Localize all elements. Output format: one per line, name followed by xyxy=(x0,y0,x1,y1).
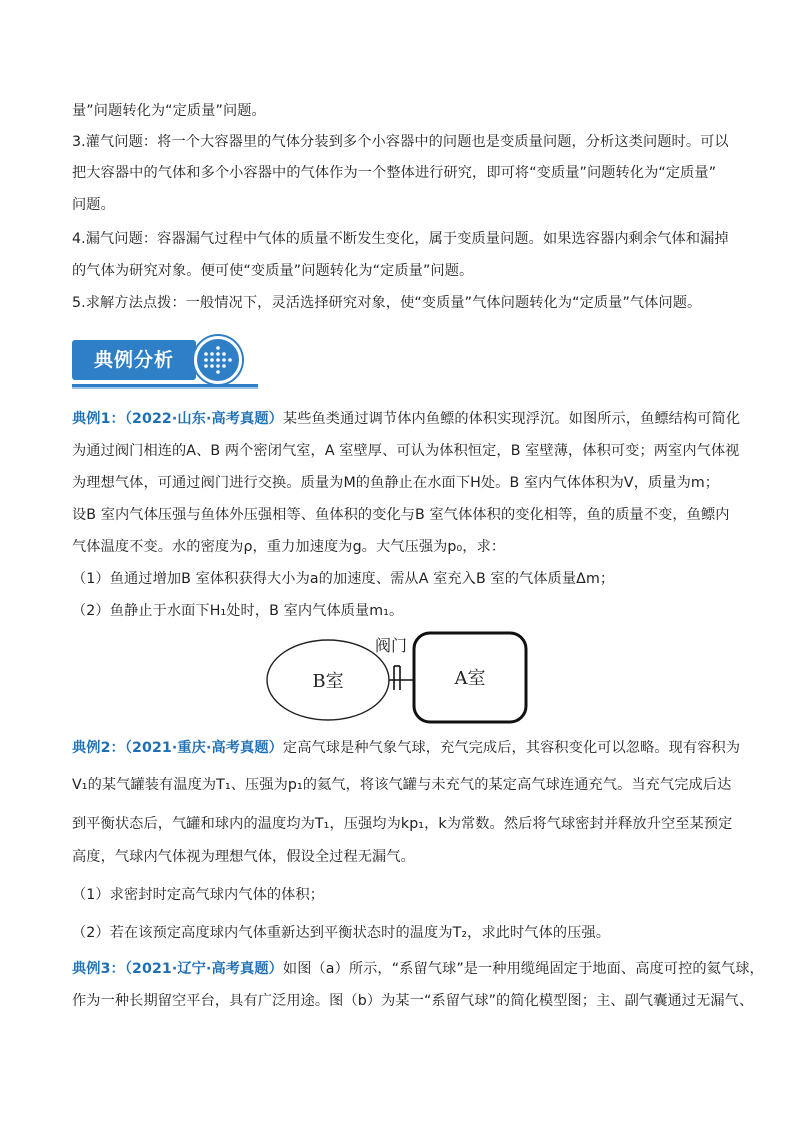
example2-line: 高度，气球内气体视为理想气体，假设全过程无漏气。 xyxy=(72,849,415,865)
grid-dots-icon xyxy=(194,336,242,384)
example2-text: 定高气球是种气象气球，充气完成后，其容积变化可以忽略。现有容积为 xyxy=(282,740,741,756)
section-title: 典例分析 xyxy=(93,349,174,371)
a-chamber-label: A室 xyxy=(454,668,486,689)
example1-line: 设B 室内气体压强与鱼体外压强相等、鱼体积的变化与B 室气体体积的变化相等，鱼的质量不变，鱼鳔内 xyxy=(72,507,730,523)
example1-line: 为通过阀门相连的A、B 两个密闭气室，A 室壁厚、可认为体积恒定，B 室壁薄，体积可变；两室内气体视 xyxy=(72,443,740,459)
example1-line: 为理想气体，可通过阀门进行交换。质量为M的鱼静止在水面下H处。B 室内气体体积为V，质量为m； xyxy=(72,475,720,491)
example1-line: 气体温度不变。水的密度为ρ，重力加速度为g。大气压强为p₀，求： xyxy=(72,539,506,555)
valve-label: 阀门 xyxy=(374,636,408,655)
section-title-box xyxy=(72,340,196,380)
example1-text: 某些鱼类通过调节体内鱼鳔的体积实现浮沉。如图所示，鱼鳔结构可简化 xyxy=(282,411,741,427)
example3-text: 如图（a）所示，“系留气球”是一种用缆绳固定于地面、高度可控的氦气球， xyxy=(282,961,764,977)
example2-line: V₁的某气罐装有温度为T₁、压强为p₁的氦气，将该气罐与未充气的某定高气球连通充气。当充气完成后达 xyxy=(72,777,732,793)
intro-line: 4.漏气问题：容器漏气过程中气体的质量不断发生变化，属于变质量问题。如果选容器内剩余气体和漏掉 xyxy=(72,231,729,247)
intro-line: 量”问题转化为“定质量”问题。 xyxy=(72,103,266,119)
intro-line: 5.求解方法点拨：一般情况下，灵活选择研究对象，使“变质量”气体问题转化为“定质量”气体问题。 xyxy=(72,295,702,311)
section-header xyxy=(72,332,258,388)
intro-line: 3.灌气问题：将一个大容器里的气体分装到多个小容器中的问题也是变质量问题，分析这类问题时。可以 xyxy=(72,134,729,150)
b-chamber-label: B室 xyxy=(312,671,344,692)
example2-question-2: （2）若在该预定高度球内气体重新达到平衡状态时的温度为T₂，求此时气体的压强。 xyxy=(72,925,611,941)
example2-label: 典例2：（2021·重庆·高考真题） xyxy=(72,740,283,756)
example3-line: 作为一种长期留空平台，具有广泛用途。图（b）为某一“系留气球”的简化模型图；主、副气囊通过无漏气、 xyxy=(72,993,754,1009)
example3-first-line xyxy=(72,958,764,980)
example2-first-line xyxy=(72,737,741,759)
example1-label: 典例1：（2022·山东·高考真题） xyxy=(72,411,283,427)
fish-bladder-diagram xyxy=(266,628,530,726)
section-underline-light xyxy=(72,387,258,389)
example3-label: 典例3：（2021·辽宁·高考真题） xyxy=(72,961,283,977)
example1-question-1: （1）鱼通过增加B 室体积获得大小为a的加速度、需从A 室充入B 室的气体质量Δm； xyxy=(72,571,615,587)
example1-first-line xyxy=(72,408,741,430)
intro-line: 的气体为研究对象。便可使“变质量”问题转化为“定质量”问题。 xyxy=(72,263,474,279)
intro-line: 把大容器中的气体和多个小容器中的气体作为一个整体进行研究，即可将“变质量”问题转化为“定质量” xyxy=(72,165,717,181)
example2-line: 到平衡状态后，气罐和球内的温度均为T₁，压强均为kp₁，k为常数。然后将气球密封并释放升空至某预定 xyxy=(72,816,733,832)
example1-question-2: （2）鱼静止于水面下H₁处时，B 室内气体质量m₁。 xyxy=(72,603,404,619)
intro-line: 问题。 xyxy=(72,197,115,213)
example2-question-1: （1）求密封时定高气球内气体的体积； xyxy=(72,887,325,903)
